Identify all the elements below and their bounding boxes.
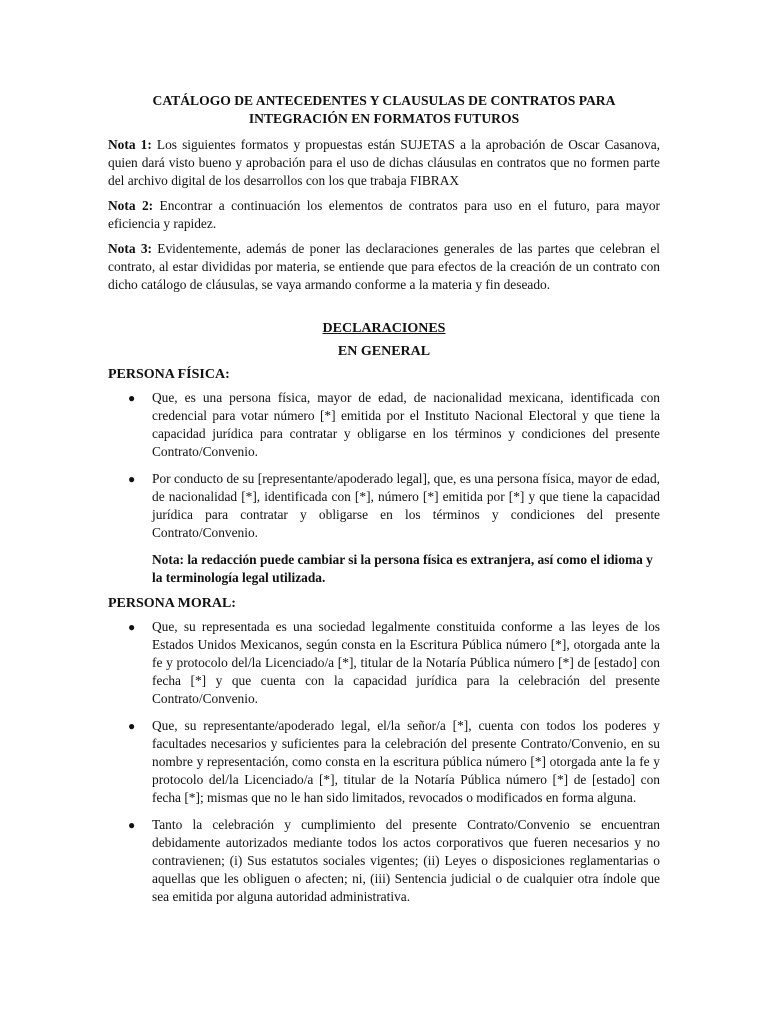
section-subtitle-en-general: EN GENERAL: [337, 344, 431, 359]
list-item-text: Por conducto de su [representante/apoderado legal], que, es una persona física, mayor de edad, de nacionalidad [*], identificada con [*], número [*] emitida por [*] y que tiene la capacidad jurídica para contratar y obligarse en los términos y condiciones del presente Contrato/Convenio.: [152, 471, 660, 540]
persona-fisica-list: [108, 389, 660, 542]
bullet-icon: ●: [128, 818, 136, 832]
list-item: [108, 470, 660, 542]
note-1-text: Los siguientes formatos y propuestas están SUJETAS a la aprobación de Oscar Casanova, quien dará visto bueno y aprobación para el uso de dichas cláusulas en contratos que no formen parte del archivo digital de los desarrollos con los que trabaja FIBRAX: [108, 137, 660, 188]
section-title-declaraciones: DECLARACIONES: [322, 321, 446, 336]
note-2-text: Encontrar a continuación los elementos de contratos para uso en el futuro, para mayor eficiencia y rapidez.: [108, 198, 660, 231]
note-2: [108, 197, 660, 233]
note-3: [108, 240, 660, 294]
bullet-icon: ●: [128, 620, 136, 634]
heading-persona-fisica: PERSONA FÍSICA:: [108, 367, 230, 382]
persona-fisica-note: Nota: la redacción puede cambiar si la persona física es extranjera, así como el idioma y la terminología legal utilizada.: [152, 552, 653, 585]
list-item: [108, 717, 660, 807]
list-item-text: Que, su representada es una sociedad legalmente constituida conforme a las leyes de los Estados Unidos Mexicanos, según consta en la Escritura Pública número [*], otorgada ante la fe y protocolo del/la Licenciado/a [*], titular de la Notaría Pública número [*] de [estado] con fecha [*] y que cuenta con la capacidad jurídica para la celebración del presente Contrato/Convenio.: [152, 619, 660, 706]
list-item: [108, 389, 660, 461]
note-3-text: Evidentemente, además de poner las declaraciones generales de las partes que celebran el contrato, al estar divididas por materia, se entiende que para efectos de la creación de un contrato con dicho catálogo de cláusulas, se vaya armando conforme a la materia y fin deseado.: [108, 241, 660, 292]
heading-persona-moral: PERSONA MORAL:: [108, 596, 236, 611]
note-1-label: Nota 1:: [108, 137, 152, 152]
bullet-icon: ●: [128, 472, 136, 486]
list-item-text: Que, su representante/apoderado legal, el/la señor/a [*], cuenta con todos los poderes y facultades necesarios y suficientes para la celebración del presente Contrato/Convenio, en su nombre y representación, como consta en la escritura pública número [*] otorgada ante la fe y protocolo del/la Licenciado/a [*], titular de la Notaría Pública número [*] de [estado] con fecha [*]; mismas que no le han sido limitados, revocados o modificados en forma alguna.: [152, 718, 660, 805]
list-item-text: Que, es una persona física, mayor de edad, de nacionalidad mexicana, identificada con credencial para votar número [*] emitida por el Instituto Nacional Electoral y que tiene la capacidad jurídica para contratar y obligarse en los términos y condiciones del presente Contrato/Convenio.: [152, 390, 660, 459]
bullet-icon: ●: [128, 719, 136, 733]
title-line-2: INTEGRACIÓN EN FORMATOS FUTUROS: [248, 111, 520, 126]
title-line-1: CATÁLOGO DE ANTECEDENTES Y CLAUSULAS DE CONTRATOS PARA: [152, 93, 616, 108]
note-1: [108, 136, 660, 190]
list-item: [108, 816, 660, 906]
document-title: [108, 92, 660, 128]
list-item-text: Tanto la celebración y cumplimiento del presente Contrato/Convenio se encuentran debidamente autorizados mediante todos los actos corporativos que fueren necesarios y no contravienen; (i) Sus estatutos sociales vigentes; (ii) Leyes o disposiciones reglamentarias o aquellas que les obliguen o afecten; ni, (iii) Sentencia judicial o de cualquier otra índole que sea emitida por alguna autoridad administrativa.: [152, 817, 660, 904]
bullet-icon: ●: [128, 391, 136, 405]
persona-moral-list: [108, 618, 660, 906]
note-3-label: Nota 3:: [108, 241, 152, 256]
note-2-label: Nota 2:: [108, 198, 154, 213]
list-item: [108, 618, 660, 708]
